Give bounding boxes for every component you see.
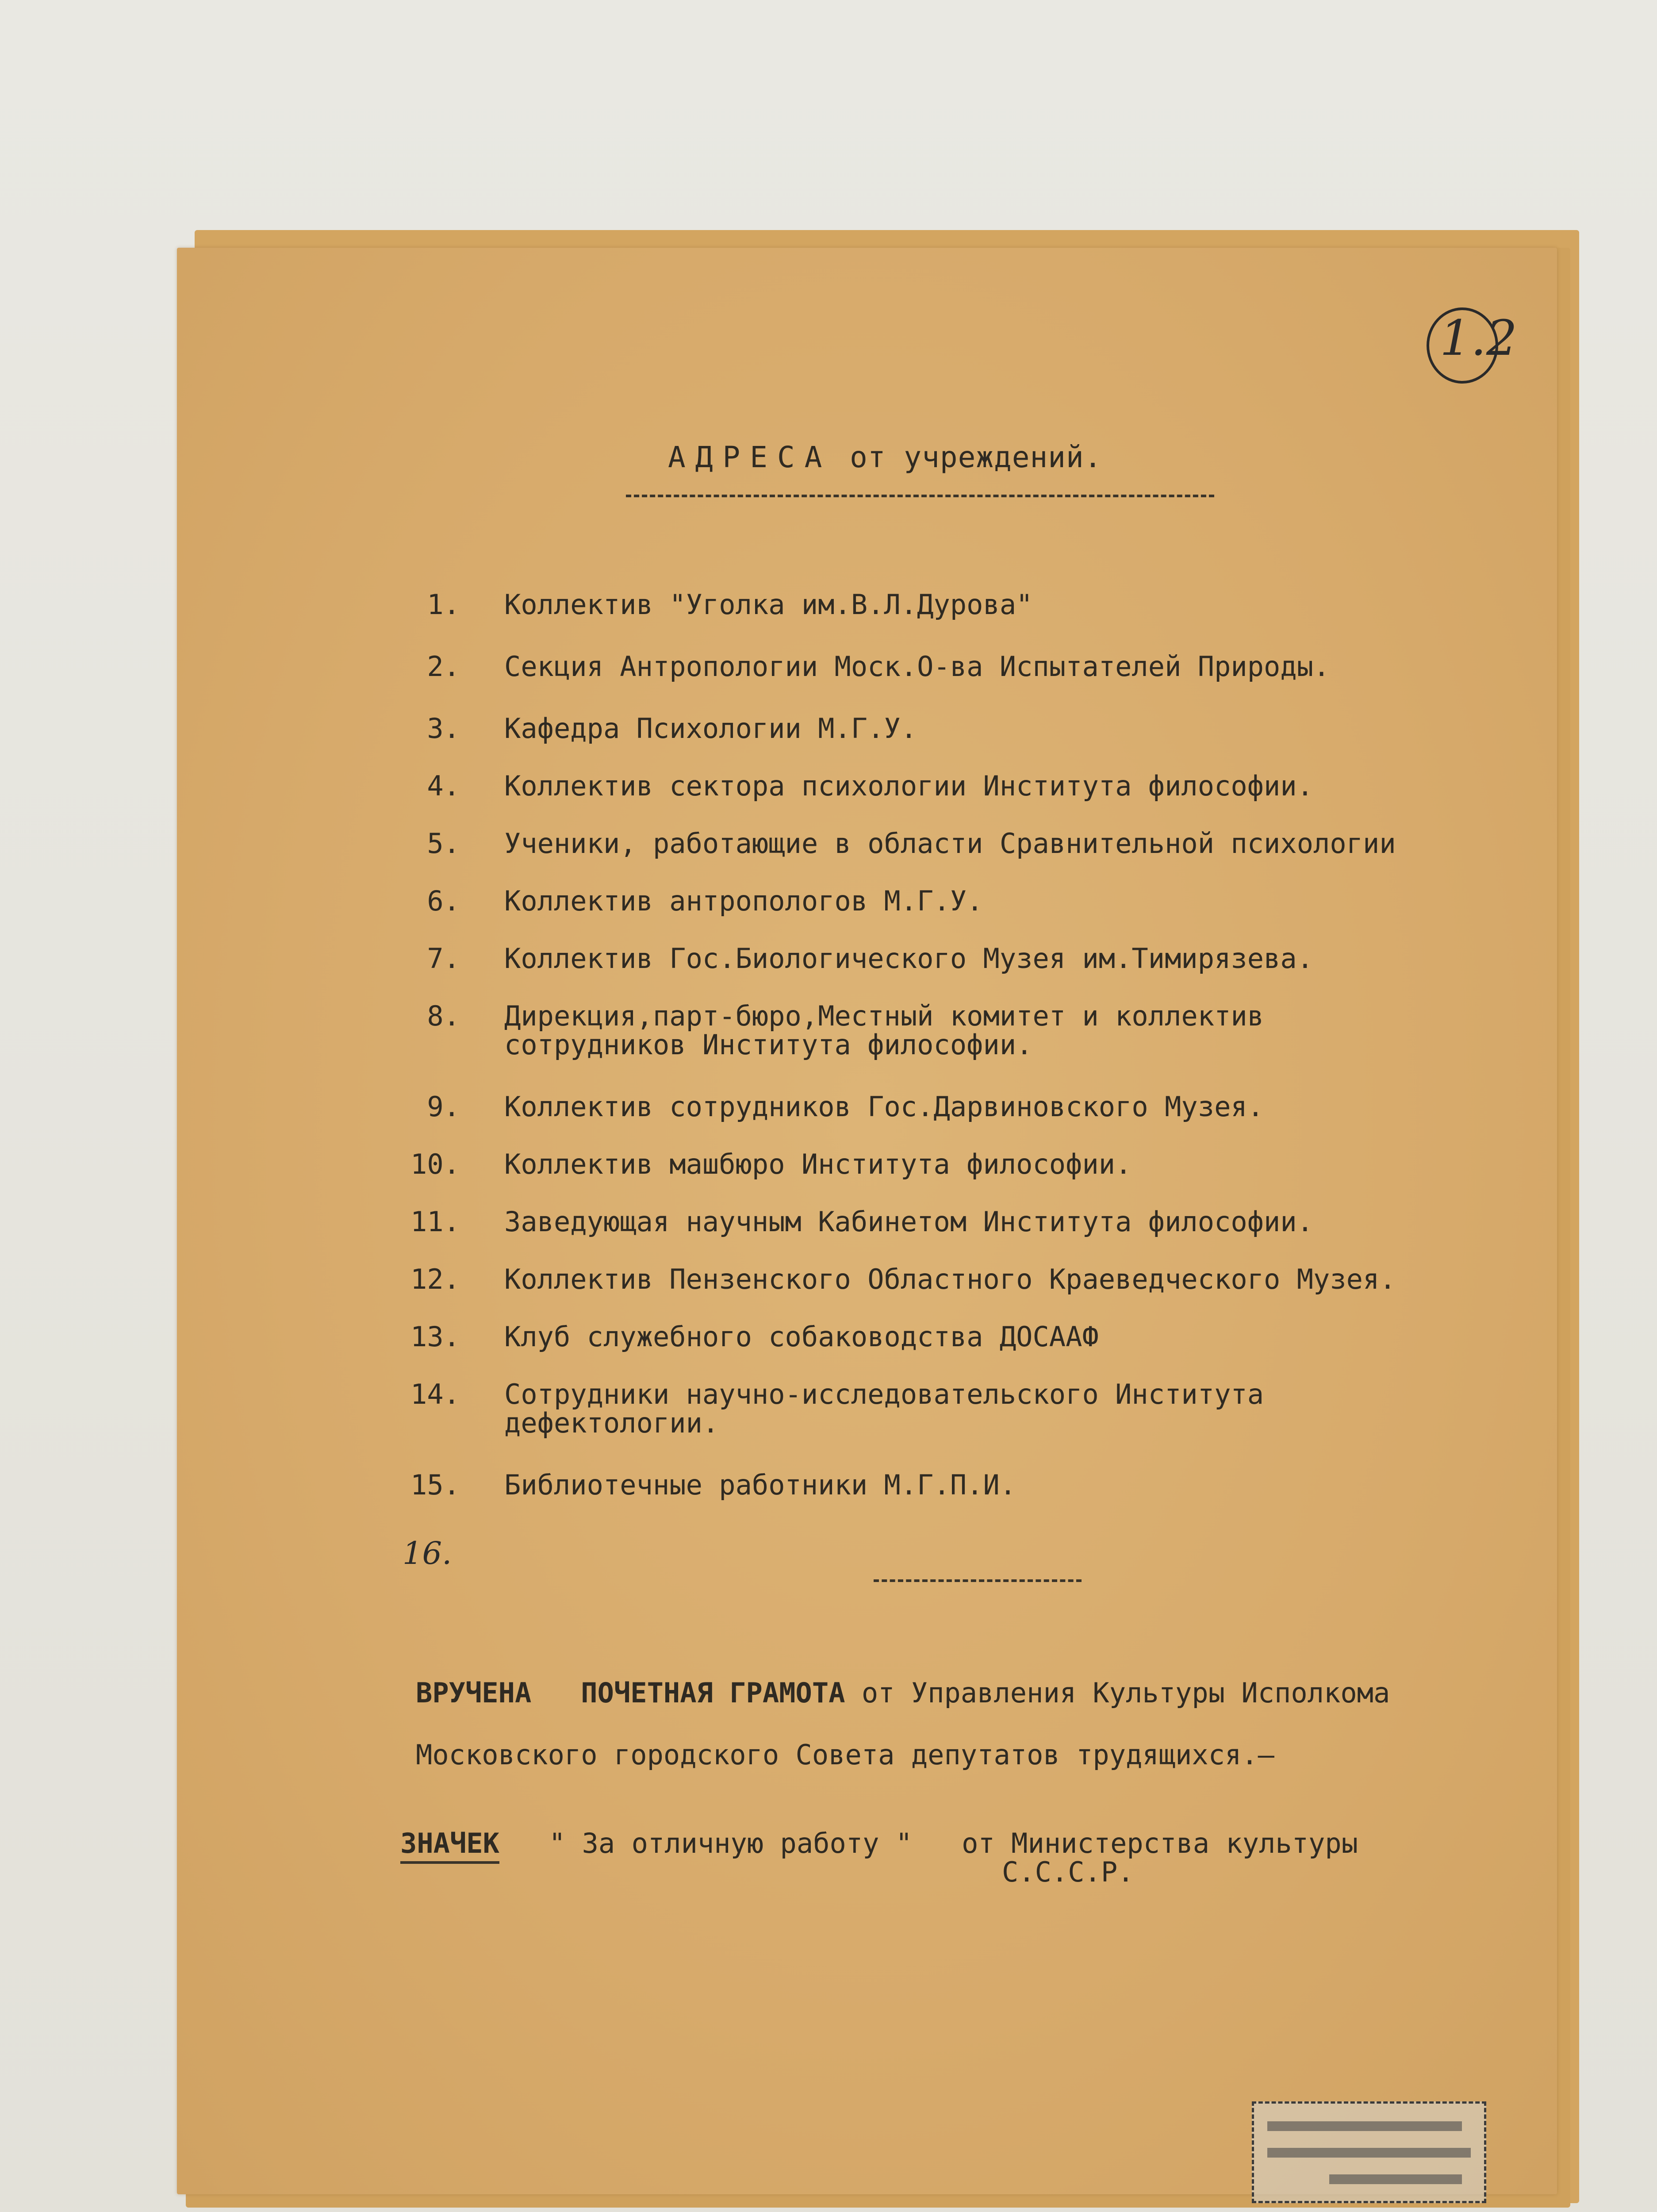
list-item-number: 1. [427,588,460,621]
list-item: Коллектив Пензенского Областного Краеведческого Музея. [504,1263,1396,1295]
title-spaced: АДРЕСА [668,440,832,474]
list-item-number: 13. [410,1321,460,1353]
list-item: Кафедра Психологии М.Г.У. [504,712,917,745]
badge-line [400,1827,1358,1859]
list-item: Коллектив Гос.Биологического Музея им.Тимирязева. [504,942,1314,975]
badge-label: ЗНАЧЕК [400,1827,499,1864]
badge-quote: " За отличную работу " [548,1827,913,1859]
list-item-number: 2. [427,650,460,683]
list-item-number: 6. [427,885,460,917]
list-item-number: 15. [410,1469,460,1501]
list-item-number: 8. [427,1000,460,1032]
list-item-number: 4. [427,770,460,802]
list-item: Дирекция,парт-бюро,Местный комитет и коллектив [504,1000,1264,1032]
list-item-continuation: сотрудников Института философии. [504,1029,1033,1061]
list-item-number: 10. [410,1148,460,1180]
award-rest: от Управления Культуры Исполкома [861,1677,1390,1709]
list-item: Сотрудники научно-исследовательского Института [504,1378,1264,1410]
title-rest: от учреждений. [850,440,1102,474]
section-divider [874,1579,1082,1582]
list-item-number: 5. [427,827,460,860]
list-item-number: 12. [410,1263,460,1295]
award-bold-1: ВРУЧЕНА [416,1677,532,1709]
award-bold-2: ПОЧЕТНАЯ ГРАМОТА [581,1677,845,1709]
list-item: Коллектив сотрудников Гос.Дарвиновского Музея. [504,1091,1264,1123]
archive-stamp [1252,2101,1486,2203]
list-item: Клуб служебного собаководства ДОСААФ [504,1321,1099,1353]
list-item: Коллектив сектора психологии Института философии. [504,770,1314,802]
list-item: Заведующая научным Кабинетом Института философии. [504,1206,1314,1238]
page-title [668,440,1102,474]
badge-from: от Министерства культуры [962,1827,1358,1859]
page-mark: 1.2 [1440,310,1517,366]
list-item: Секция Антропологии Моск.О-ва Испытателей Природы. [504,650,1330,683]
list-item-number: 11. [410,1206,460,1238]
list-item: Ученики, работающие в области Сравнительной психологии [504,827,1396,860]
list-item: Библиотечные работники М.Г.П.И. [504,1469,1016,1501]
list-item: Коллектив "Уголка им.В.Л.Дурова" [504,588,1033,621]
list-item: Коллектив антропологов М.Г.У. [504,885,983,917]
list-item-number: 14. [410,1378,460,1410]
award-line-1 [416,1677,1390,1709]
list-item: Коллектив машбюро Института философии. [504,1148,1132,1180]
handwritten-item-number: 16. [403,1535,452,1571]
list-item-number: 9. [427,1091,460,1123]
award-line-2: Московского городского Совета депутатов трудящихся.— [416,1739,1275,1771]
list-item-number: 7. [427,942,460,975]
list-item-number: 3. [427,712,460,745]
badge-from-continuation: С.С.С.Р. [1002,1856,1134,1888]
list-item-continuation: дефектологии. [504,1407,719,1439]
title-underline [626,495,1214,497]
